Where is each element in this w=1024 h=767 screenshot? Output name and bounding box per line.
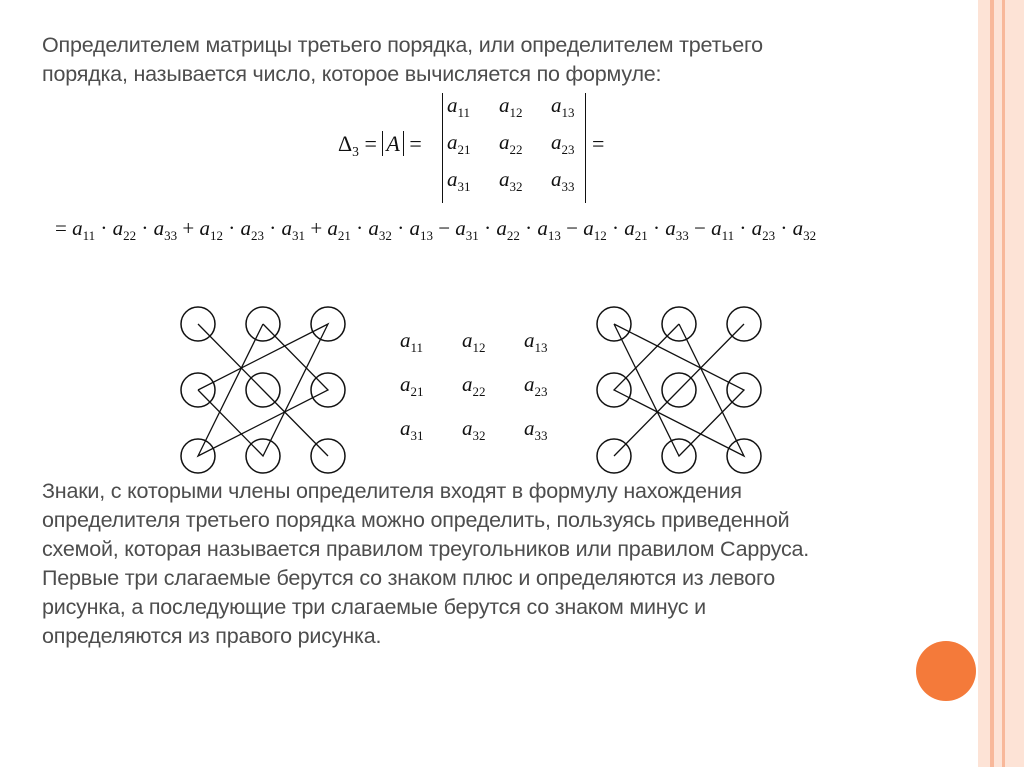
body-paragraph <box>42 477 922 651</box>
expansion-term: $a_{11} \cdot a_{22} \cdot a_{33}$ <box>72 216 178 243</box>
expansion-term: + $a_{12} \cdot a_{23} \cdot a_{31}$ <box>177 216 306 243</box>
body-line: определителя третьего порядка можно определить, пользуясь приведенной <box>42 508 790 532</box>
intro-line: Определителем матрицы третьего порядка, или определителем третьего <box>42 33 763 57</box>
body-line: рисунка, а последующие три слагаемые берутся со знаком минус и <box>42 595 706 619</box>
matrix-entry: $a_{21}$ <box>400 372 424 399</box>
matrix-entry: $a_{23}$ <box>524 372 548 399</box>
center-matrix <box>398 328 568 458</box>
expansion-term: − $a_{11} \cdot a_{23} \cdot a_{32}$ <box>688 216 817 243</box>
body-line: определяются из правого рисунка. <box>42 624 382 648</box>
matrix-entry: $a_{31}$ <box>447 167 471 194</box>
determinant-matrix <box>442 93 586 203</box>
matrix-entry: $a_{31}$ <box>400 416 424 443</box>
expansion-term: + $a_{21} \cdot a_{32} \cdot a_{13}$ <box>305 216 433 243</box>
matrix-entry: $a_{11}$ <box>400 328 424 355</box>
matrix-entry: $a_{13}$ <box>551 93 575 120</box>
matrix-entry: $a_{33}$ <box>524 416 548 443</box>
matrix-entry: $a_{13}$ <box>524 328 548 355</box>
intro-line: порядка, называется число, которое вычисляется по формуле: <box>42 62 662 86</box>
matrix-entry: $a_{33}$ <box>551 167 575 194</box>
accent-circle <box>916 641 976 701</box>
diagram-line <box>198 324 328 456</box>
equals-sign: = <box>55 216 73 240</box>
equals-sign: = <box>364 131 377 156</box>
matrix-entry: $a_{12}$ <box>462 328 486 355</box>
body-line: Знаки, с которыми члены определителя входят в формулу нахождения <box>42 479 742 503</box>
diagram-line <box>614 324 744 456</box>
determinant-lhs <box>338 131 422 157</box>
matrix-entry: $a_{22}$ <box>499 130 523 157</box>
body-line: схемой, которая называется правилом треугольников или правилом Сарруса. <box>42 537 810 561</box>
delta-symbol: Δ <box>338 131 353 156</box>
matrix-entry: $a_{32}$ <box>462 416 486 443</box>
matrix-entry: $a_{32}$ <box>499 167 523 194</box>
equals-sign: = <box>592 131 605 156</box>
decor-stripe <box>1005 0 1024 767</box>
delta-subscript: 3 <box>352 143 359 159</box>
determinant-expansion <box>55 216 816 241</box>
intro-paragraph <box>42 31 922 89</box>
equals-sign: = <box>409 131 422 156</box>
matrix-entry: $a_{21}$ <box>447 130 471 157</box>
decor-stripe <box>994 0 1002 767</box>
decor-stripe <box>978 0 990 767</box>
matrix-entry: $a_{22}$ <box>462 372 486 399</box>
matrix-entry: $a_{23}$ <box>551 130 575 157</box>
sarrus-minus-diagram <box>586 298 776 484</box>
matrix-entry: $a_{11}$ <box>447 93 471 120</box>
sarrus-plus-diagram <box>170 298 360 484</box>
body-line: Первые три слагаемые берутся со знаком плюс и определяются из левого <box>42 566 775 590</box>
expansion-term: − $a_{31} \cdot a_{22} \cdot a_{13}$ <box>432 216 561 243</box>
expansion-term: − $a_{12} \cdot a_{21} \cdot a_{33}$ <box>560 216 689 243</box>
matrix-entry: $a_{12}$ <box>499 93 523 120</box>
abs-A: A <box>382 131 403 156</box>
